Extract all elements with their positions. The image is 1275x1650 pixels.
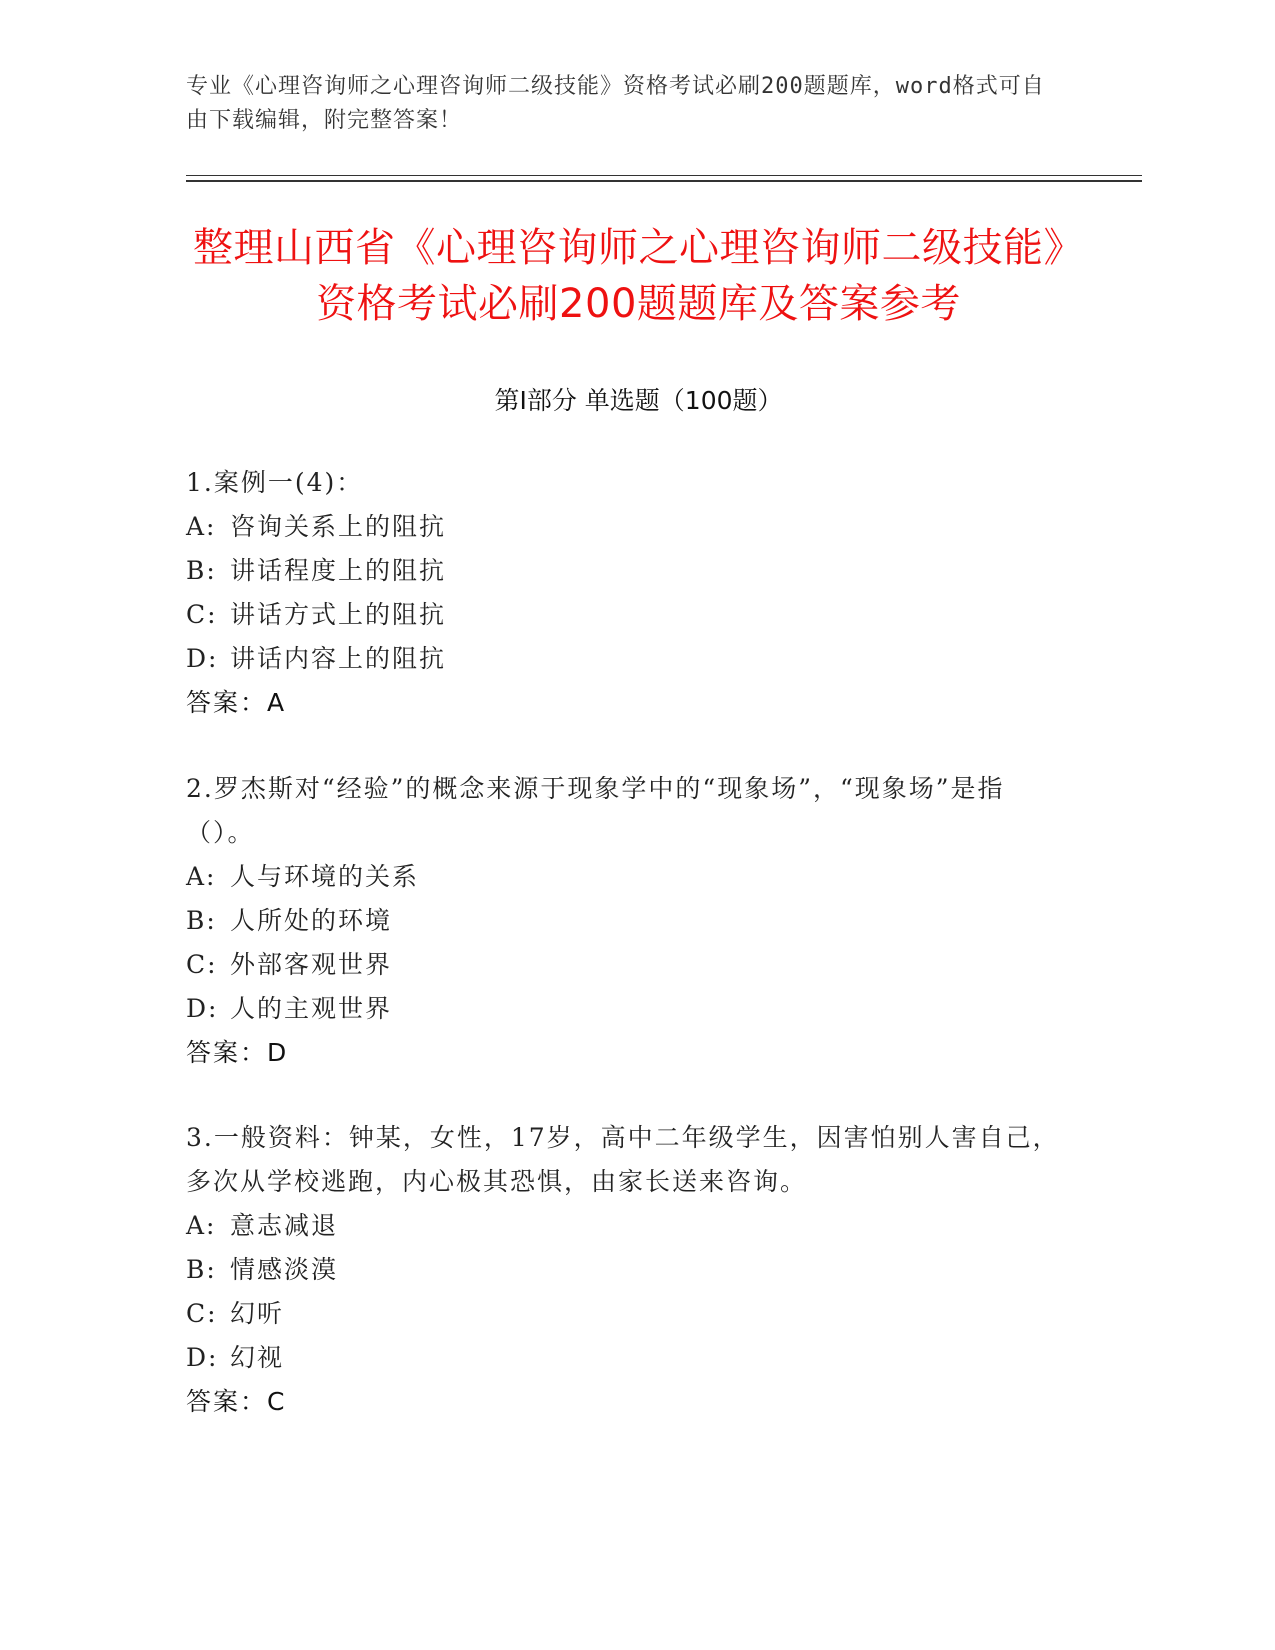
option-text: 咨询关系上的阻抗 [230, 512, 447, 541]
option-c [186, 593, 1066, 637]
answer-line: 答案：C [186, 1387, 287, 1416]
answer-line: 答案：D [186, 1038, 289, 1067]
header-divider-thick [186, 180, 1142, 182]
option-letter: A: [186, 512, 217, 541]
question-text: 3.一般资料：钟某，女性，17岁，高中二年级学生，因害怕别人害自己，多次从学校逃跑，内心极其恐惧，由家长送来咨询。 [186, 1123, 1060, 1196]
option-d [186, 637, 1066, 681]
option-text: 人的主观世界 [230, 994, 393, 1023]
option-letter: C: [186, 950, 218, 979]
option-b [186, 1248, 1066, 1292]
question-block [186, 767, 1066, 1075]
option-text: 讲话内容上的阻抗 [230, 644, 447, 673]
option-letter: C: [186, 600, 218, 629]
option-letter: A: [186, 862, 217, 891]
option-text: 讲话程度上的阻抗 [230, 556, 447, 585]
option-text: 人所处的环境 [230, 906, 393, 935]
question-block [186, 1116, 1066, 1424]
question-block [186, 461, 1066, 725]
option-letter: D: [186, 994, 219, 1023]
option-text: 幻视 [230, 1343, 285, 1372]
option-c [186, 943, 1066, 987]
question-text: 1.案例一(4)： [186, 468, 364, 497]
option-c [186, 1292, 1066, 1336]
option-letter: B: [186, 556, 217, 585]
header-divider-thin [186, 175, 1142, 176]
option-letter: B: [186, 1255, 217, 1284]
option-text: 人与环境的关系 [230, 862, 420, 891]
option-text: 幻听 [230, 1299, 285, 1328]
option-a [186, 1204, 1066, 1248]
option-letter: C: [186, 1299, 218, 1328]
question-text: 2.罗杰斯对“经验”的概念来源于现象学中的“现象场”，“现象场”是指（）。 [186, 774, 1005, 847]
option-d [186, 987, 1066, 1031]
option-text: 讲话方式上的阻抗 [230, 600, 447, 629]
document-title: 整理山西省《心理咨询师之心理咨询师二级技能》资格考试必刷200题题库及答案参考 [193, 225, 1084, 327]
option-text: 意志减退 [230, 1211, 339, 1240]
option-a [186, 855, 1066, 899]
section-title: 第Ⅰ部分 单选题（100题） [494, 386, 783, 415]
option-letter: B: [186, 906, 217, 935]
answer-line: 答案：A [186, 688, 287, 717]
option-text: 外部客观世界 [230, 950, 393, 979]
option-b [186, 899, 1066, 943]
option-letter: D: [186, 1343, 219, 1372]
option-d [186, 1336, 1066, 1380]
option-a [186, 505, 1066, 549]
option-b [186, 549, 1066, 593]
header-note: 专业《心理咨询师之心理咨询师二级技能》资格考试必刷200题题库，word格式可自由下载编辑，附完整答案！ [186, 74, 1045, 133]
option-letter: D: [186, 644, 219, 673]
option-letter: A: [186, 1211, 217, 1240]
option-text: 情感淡漠 [230, 1255, 339, 1284]
